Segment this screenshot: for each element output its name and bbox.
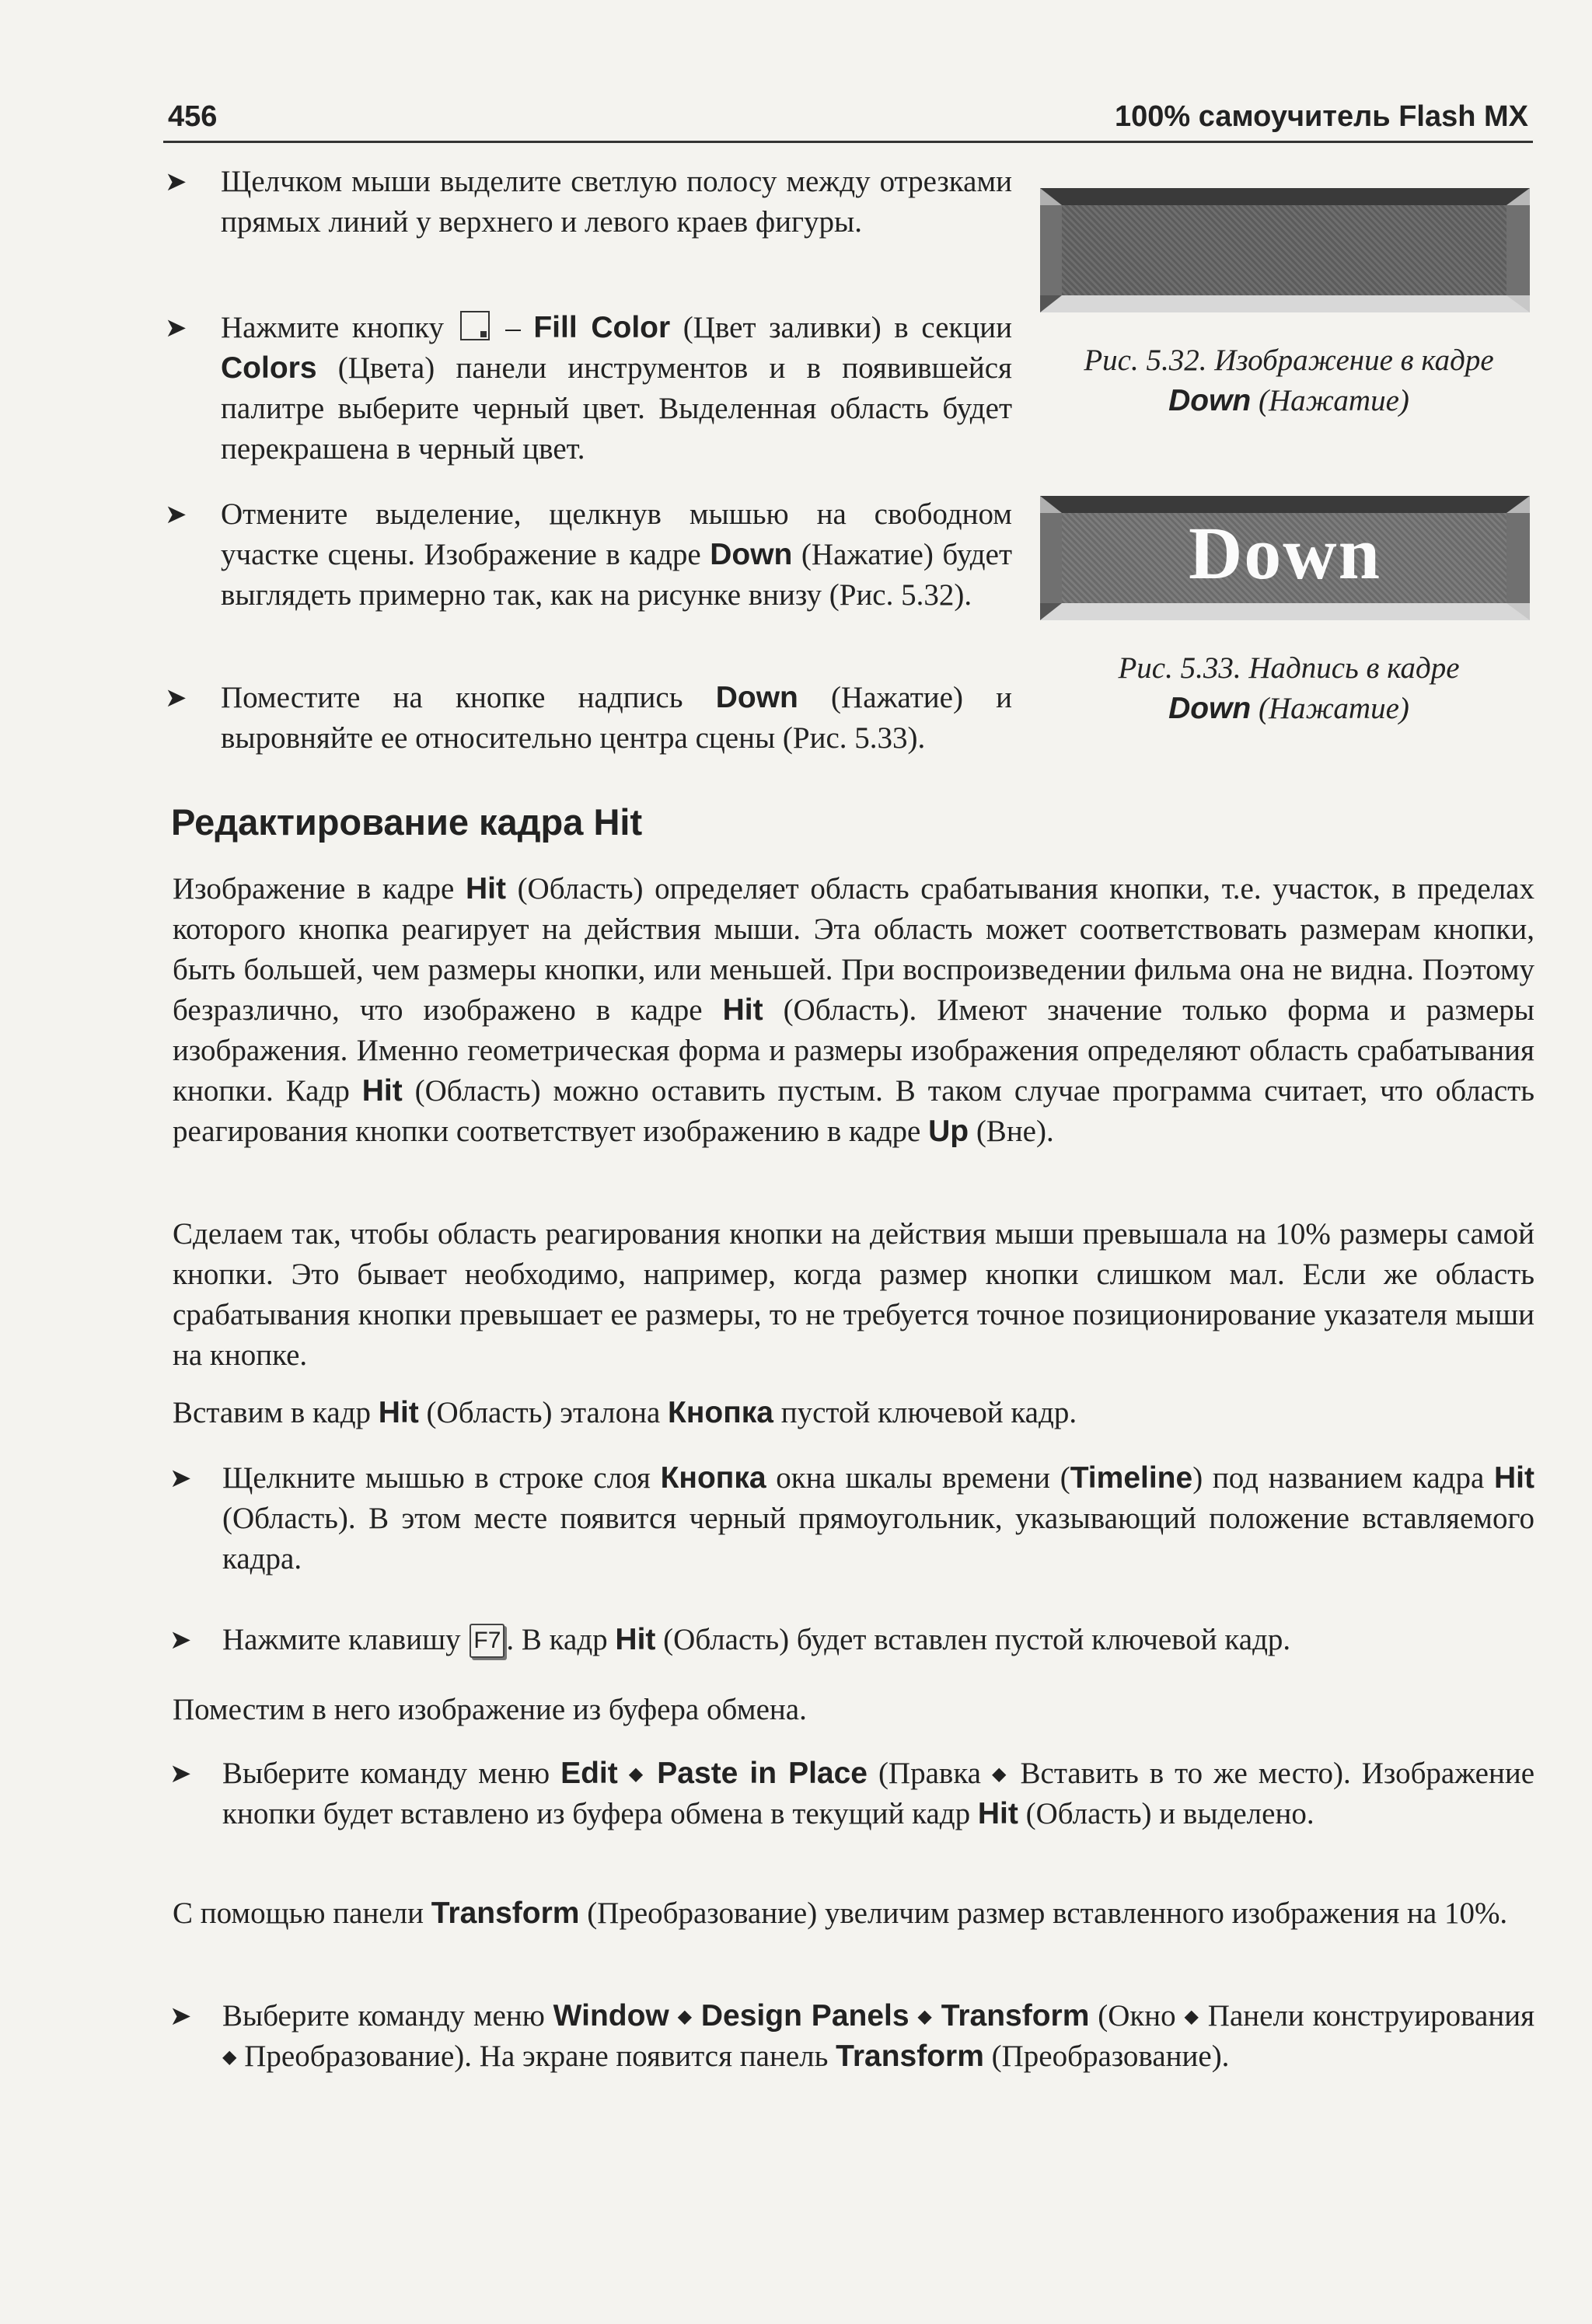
list-item-text: Нажмите клавишу F7 . В кадр Hit (Область) будет вставлен пустой ключевой кадр. [222, 1623, 1291, 1656]
page-number: 456 [168, 100, 218, 133]
paragraph: С помощью панели Transform (Преобразование) увеличим размер вставленного изображения на 10%. [173, 1897, 1508, 1930]
arrow-bullet-icon: ➤ [165, 682, 187, 714]
book-title: 100% самоучитель Flash MX [1115, 100, 1528, 133]
list-item-text: Выберите команду меню Window ◆ Design Panels ◆ Transform (Окно ◆ Панели конструирования ◆ Преобразование). На экране появится панель Transform (Преобразование). [222, 1999, 1535, 2073]
list-item [169, 1996, 1534, 2077]
list-item-text: Поместите на кнопке надпись Down (Нажатие) и выровняйте ее относительно центра сцены (Рис. 5.33). [221, 681, 1013, 755]
arrow-bullet-icon: ➤ [169, 1624, 192, 1656]
list-item-text: Нажмите кнопку – Fill Color (Цвет заливки) в секции Colors (Цвета) панели инструментов и в появившейся палитре выберите черный цвет. Выделенная область будет перекрашена в черный цвет. [221, 311, 1012, 466]
list-item [169, 1458, 1534, 1579]
list-item [165, 494, 1012, 616]
section-heading: Редактирование кадра Hit [171, 801, 643, 843]
paragraph: Вставим в кадр Hit (Область) эталона Кнопка пустой ключевой кадр. [173, 1396, 1077, 1429]
paragraph: Сделаем так, чтобы область реагирования кнопки на действия мыши превышала на 10% размеры самой кнопки. Это бывает необходимо, например, когда размер кнопки слишком мал. Если же область срабатывания кнопки превышает ее размеры, то не требуется точное позиционирование указателя мыши на кнопке. [173, 1217, 1534, 1372]
button-label-down: Down [1188, 511, 1382, 595]
list-item-text: Отмените выделение, щелкнув мышью на свободном участке сцены. Изображение в кадре Down (Нажатие) будет выглядеть примерно так, как на рисунке внизу (Рис. 5.32). [221, 497, 1012, 612]
list-item-text: Щелкните мышью в строке слоя Кнопка окна шкалы времени (Timeline) под названием кадра Hit (Область). В этом месте появится черный прямоугольник, указывающий положение вставляемого кадра. [222, 1461, 1534, 1576]
key-f7-icon: F7 [470, 1624, 504, 1658]
list-item-text: Щелчком мыши выделите светлую полосу между отрезками прямых линий у верхнего и левого краев фигуры. [221, 165, 1012, 239]
button-image-down [1040, 188, 1530, 312]
arrow-bullet-icon: ➤ [169, 1758, 192, 1789]
paragraph: Поместим в него изображение из буфера обмена. [173, 1693, 807, 1726]
fill-color-icon [460, 311, 490, 340]
figure-5-33 [1040, 496, 1553, 729]
list-item-text: Выберите команду меню Edit ◆ Paste in Place (Правка ◆ Вставить в то же место). Изображение кнопки будет вставлено из буфера обмена в текущий кадр Hit (Область) и выделено. [222, 1757, 1535, 1830]
paragraph: Изображение в кадре Hit (Область) определяет область срабатывания кнопки, т.е. участок, в пределах которого кнопка реагирует на действия мыши. Эта область может соответствовать размерам кнопки, быть большей, чем размеры кнопки, или меньшей. При воспроизведении фильма она не видна. Поэтому безразлично, что изображено в кадре Hit (Область). Имеют значение только форма и размеры изображения. Именно геометрическая форма и размеры изображения определяют область срабатывания кнопки. Кадр Hit (Область) можно оставить пустым. В таком случае программа считает, что область реагирования кнопки соответствует изображению в кадре Up (Вне). [173, 872, 1534, 1148]
list-item [169, 1620, 1534, 1660]
figure-5-32 [1040, 188, 1553, 421]
arrow-bullet-icon: ➤ [169, 1463, 192, 1494]
list-item [169, 1753, 1534, 1834]
arrow-bullet-icon: ➤ [165, 499, 187, 530]
figure-caption: Рис. 5.33. Надпись в кадре Down (Нажатие) [1118, 651, 1460, 725]
arrow-bullet-icon: ➤ [165, 312, 187, 344]
list-item [165, 308, 1012, 469]
list-item [165, 162, 1012, 243]
figure-caption: Рис. 5.32. Изображение в кадре Down (Нажатие) [1084, 344, 1494, 417]
arrow-bullet-icon: ➤ [165, 166, 187, 197]
list-item [165, 678, 1012, 759]
page-header [163, 97, 1533, 143]
button-image-down-label [1040, 496, 1530, 620]
arrow-bullet-icon: ➤ [169, 2001, 192, 2032]
